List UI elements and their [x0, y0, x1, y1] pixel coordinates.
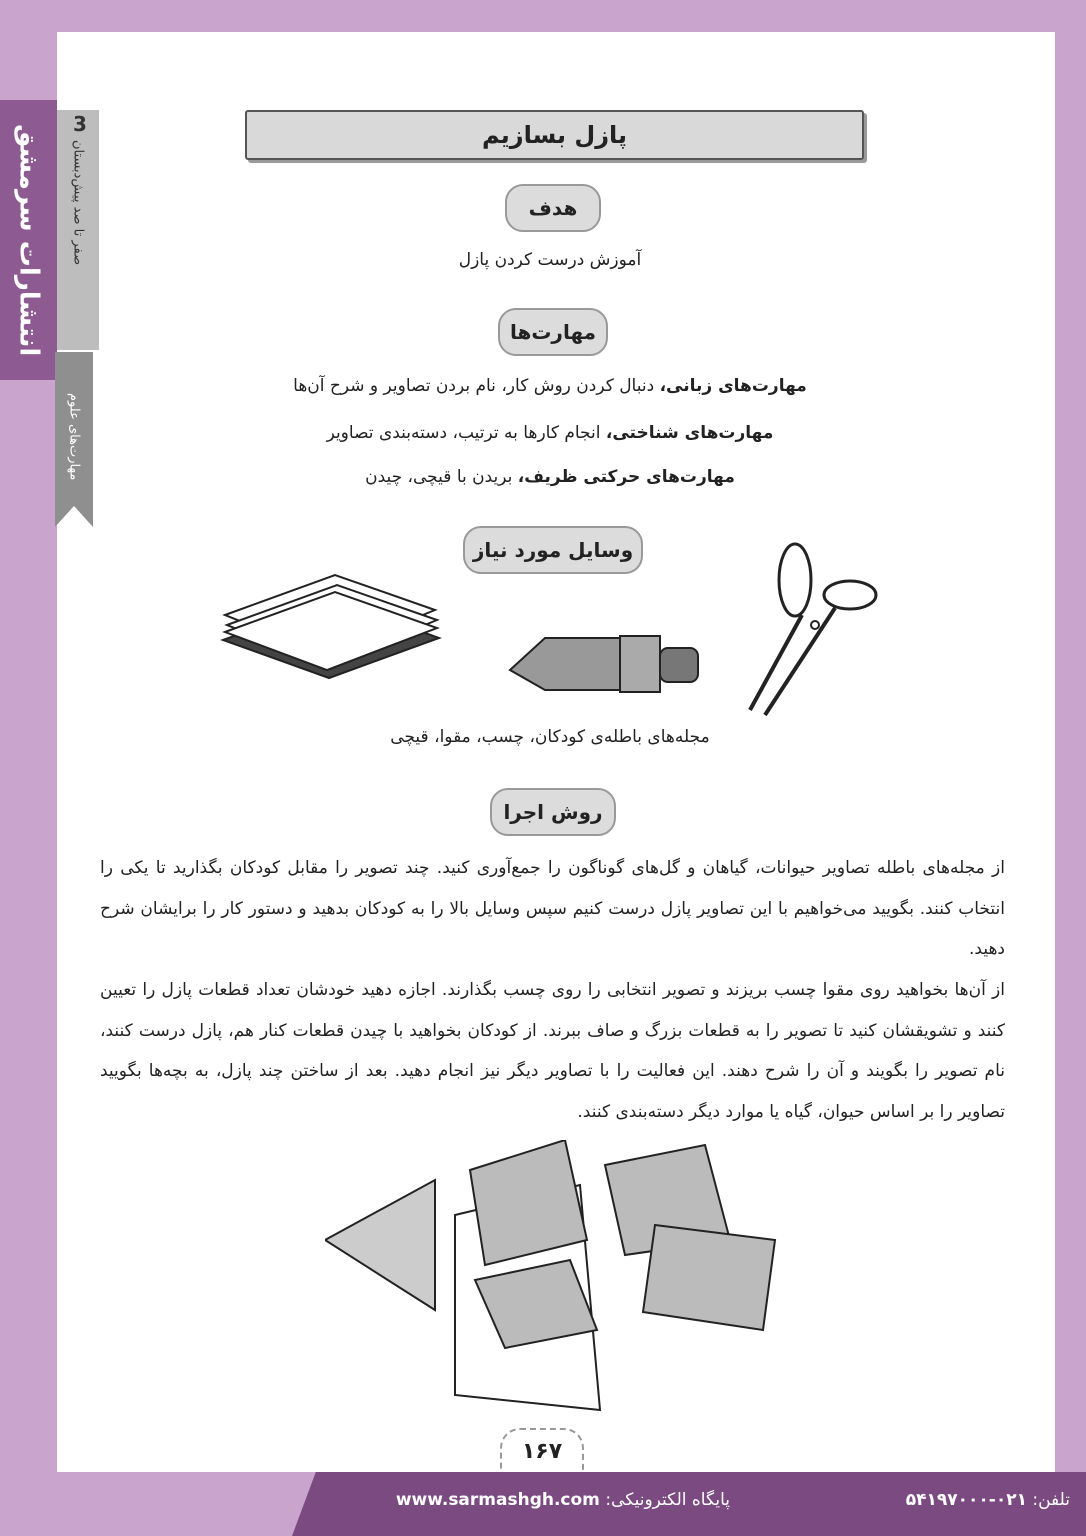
glue-tube-icon	[505, 630, 710, 700]
skill-motor-label: مهارت‌های حرکتی ظریف،	[517, 467, 735, 487]
footer-website	[330, 1490, 730, 1510]
skill-verbal	[200, 376, 900, 396]
skill-motor	[200, 467, 900, 487]
puzzle-illustration	[325, 1140, 785, 1425]
materials-heading: وسایل مورد نیاز	[463, 526, 643, 574]
skill-cognitive	[200, 423, 900, 443]
page-number: ۱۶۷	[500, 1428, 584, 1476]
section-name: مهارت‌های علوم	[66, 393, 82, 481]
scissors-icon	[740, 540, 890, 720]
procedure-paragraph-2: از آن‌ها بخواهید روی مقوا چسب بریزند و تصویر انتخابی را روی چسب بگذارند. اجازه دهید خودشان تعداد قطعات پازل را تعیین کنند و تشویقشان کنید تا تصویر را به قطعات بزرگ و صاف ببرند. از کودکان بخواهید با چیدن قطعات کنار هم، پازل درست کنند، نام تصویر را بگویند و آن را شرح دهند. این فعالیت را با تصاویر دیگر نیز انجام دهید. بعد از ساختن چند پازل، به بچه‌ها بگویید تصاویر را بر اساس حیوان، گیاه یا موارد دیگر دسته‌بندی کنند.	[100, 980, 1005, 1122]
skill-verbal-text: دنبال کردن روش کار، نام بردن تصاویر و شرح آن‌ها	[293, 376, 660, 396]
skill-verbal-label: مهارت‌های زبانی،	[659, 376, 807, 396]
procedure-paragraph-1: از مجله‌های باطله تصاویر حیوانات، گیاهان و گل‌های گوناگون را جمع‌آوری کنید. چند تصویر را مقابل کودکان بگذارید تا یکی را انتخاب کنند. بگویید می‌خواهیم با این تصاویر پازل درست کنیم سپس وسایل بالا را به کودکان بدهید و دستور کار را برایشان شرح دهید.	[100, 858, 1005, 959]
goal-heading: هدف	[505, 184, 601, 232]
top-border	[0, 0, 1086, 32]
skill-cognitive-label: مهارت‌های شناختی،	[605, 423, 774, 443]
procedure-heading: روش اجرا	[490, 788, 616, 836]
footer-phone-label: تلفن:	[1032, 1490, 1070, 1510]
book-number: 3	[73, 112, 87, 136]
publisher-name: انتشارات سرمشق	[13, 123, 44, 357]
skill-cognitive-text: انجام کارها به ترتیب، دسته‌بندی تصاویر	[326, 423, 606, 443]
goal-text: آموزش درست کردن پازل	[458, 250, 642, 270]
materials-caption: مجله‌های باطله‌ی کودکان، چسب، مقوا، قیچی	[390, 727, 710, 747]
skill-motor-text: بریدن با قیچی، چیدن	[365, 467, 518, 487]
footer-site-url: www.sarmashgh.com	[395, 1490, 600, 1510]
footer-phone-number: ۰۲۱-۵۴۱۹۷۰۰۰	[905, 1490, 1027, 1510]
book-title: صفر تا صد پیش‌دبستان	[70, 140, 86, 266]
footer-site-label: پایگاه الکترونیکی:	[605, 1490, 730, 1510]
paper-stack-icon	[215, 570, 445, 690]
footer-phone	[780, 1490, 1070, 1510]
skills-heading: مهارت‌ها	[498, 308, 608, 356]
page-title: پازل بسازیم	[245, 110, 864, 160]
